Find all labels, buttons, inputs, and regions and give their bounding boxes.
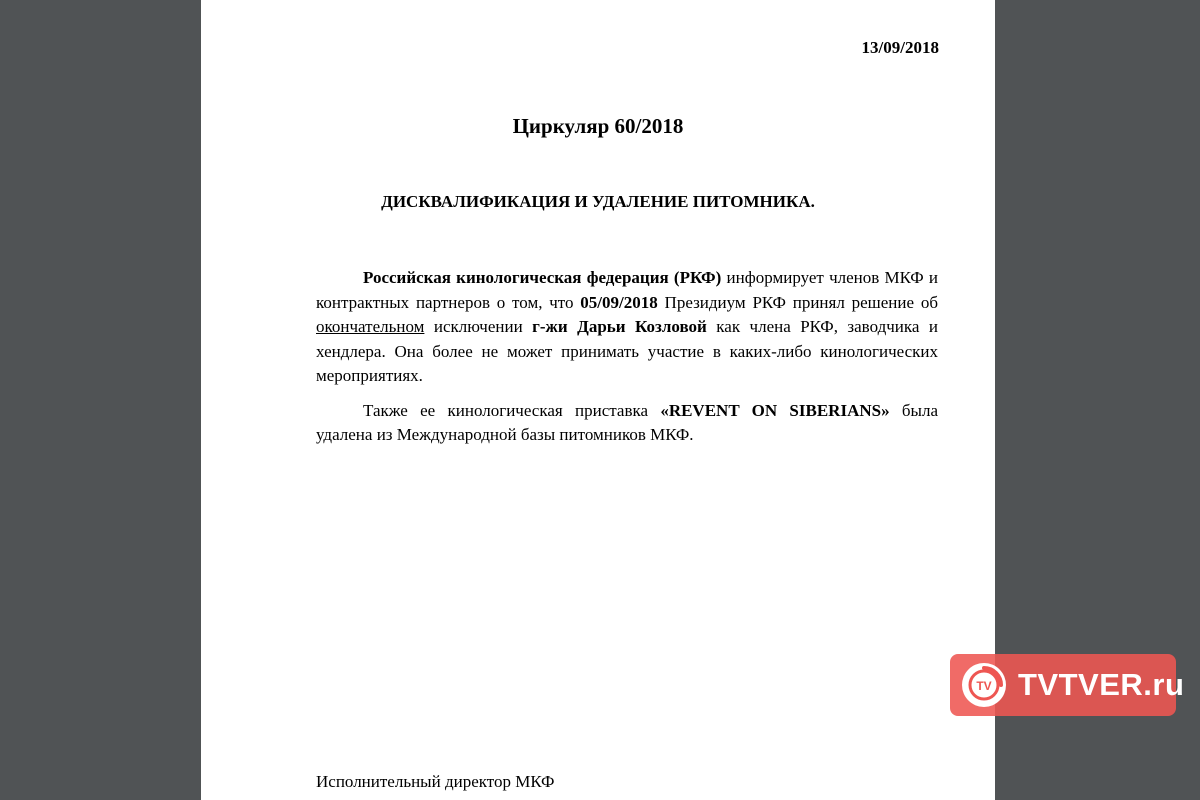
paragraph-2 [316, 399, 938, 448]
p1-text-3: исключении [424, 317, 533, 336]
circular-body [316, 266, 938, 458]
person-name: г-жи Дарьи Козловой [532, 317, 707, 336]
kennel-name: «REVENT ON SIBERIANS» [660, 400, 890, 420]
p1-text-4: как члена РКФ, заводчика и хендлера. Она более не может принимать участие в каких-либо кинологических мероприятиях. [316, 317, 938, 385]
circular-date: 13/09/2018 [861, 38, 939, 57]
p1-text-1: информирует членов МКФ и контрактных партнеров о том, что [316, 268, 938, 312]
org-name: Российская кинологическая федерация (РКФ) [363, 268, 722, 287]
tvtver-logo-icon [962, 663, 1006, 707]
p2-text-2: была удалена из Международной базы питомников МКФ. [316, 400, 938, 444]
underlined-word: окончательном [316, 317, 425, 336]
signature-line: Исполнительный директор МКФ [316, 772, 555, 791]
watermark-site-name: TVTVER.ru [1018, 667, 1185, 702]
decision-date: 05/09/2018 [580, 292, 658, 312]
p1-text-2: Президиум РКФ принял решение об [657, 292, 938, 312]
paragraph-1 [316, 266, 938, 389]
circular-subject: ДИСКВАЛИФИКАЦИЯ И УДАЛЕНИЕ ПИТОМНИКА. [381, 192, 815, 211]
tvtver-watermark [950, 654, 1185, 716]
p2-text-1: Также ее кинологическая приставка [363, 400, 661, 420]
logo-text: TV [976, 679, 992, 693]
circular-title: Циркуляр 60/2018 [512, 114, 684, 138]
document-page [201, 0, 995, 800]
